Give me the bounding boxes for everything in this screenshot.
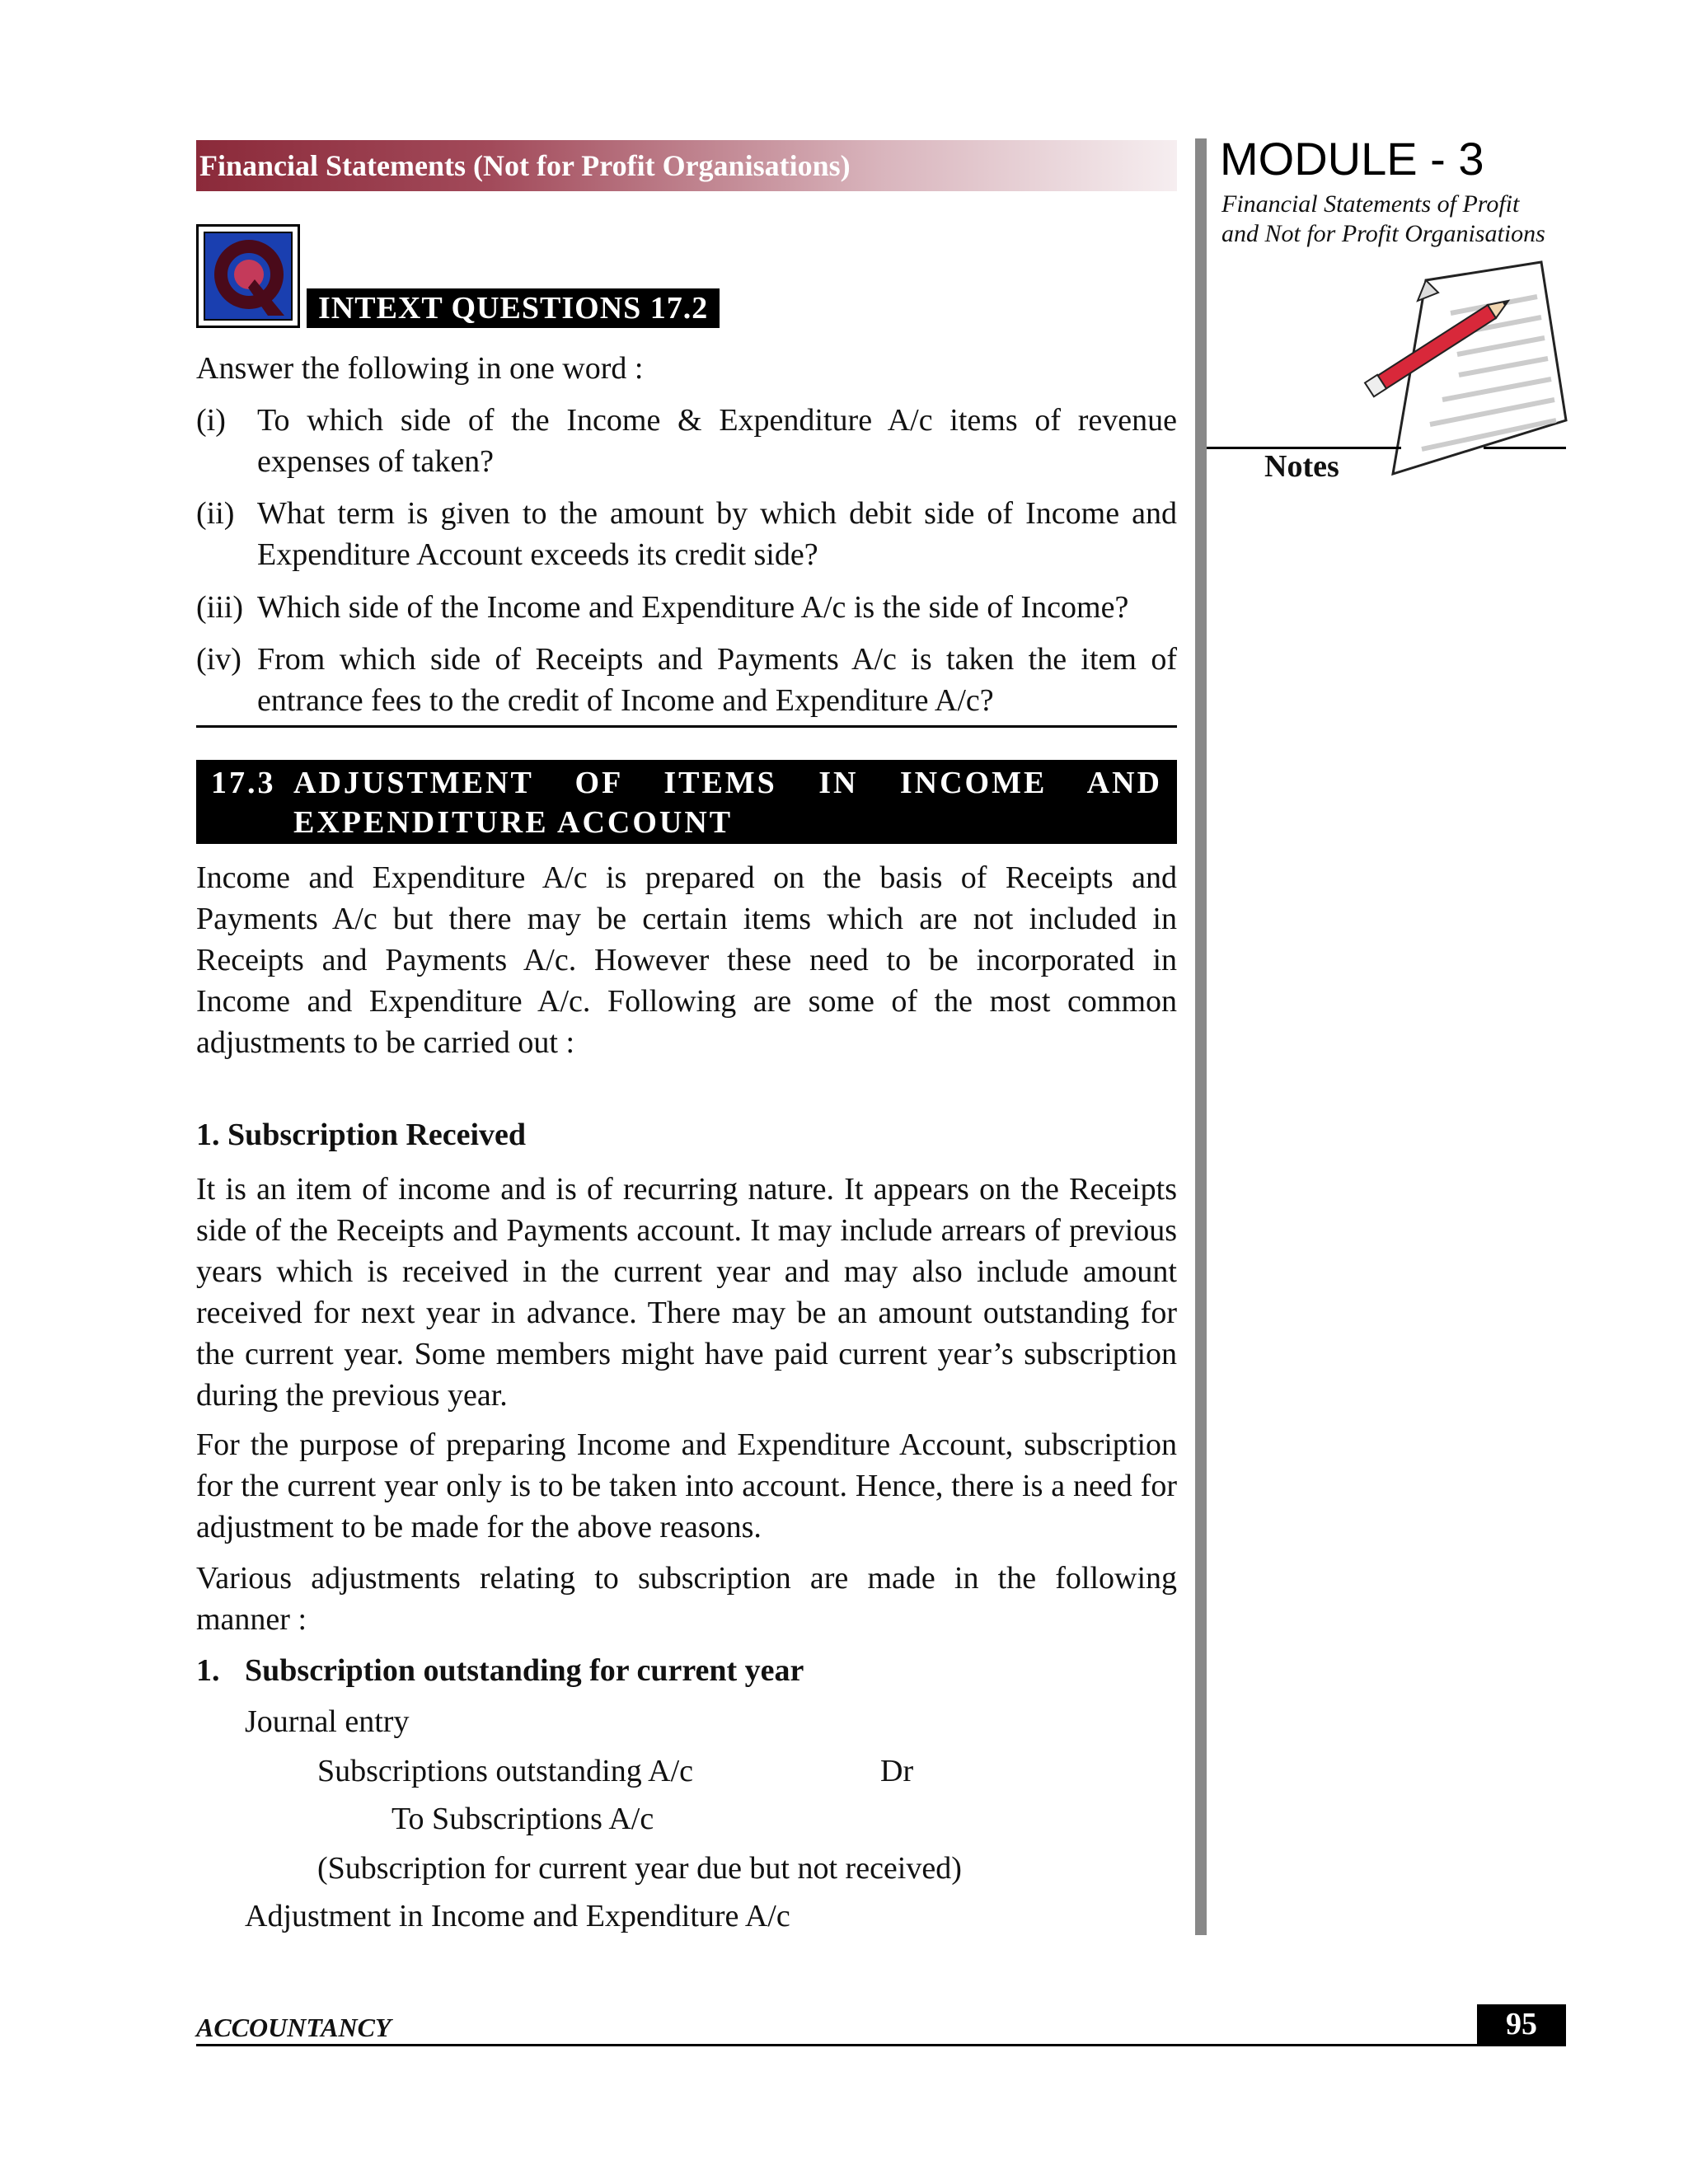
item-number: 1. [196,1653,220,1688]
question-item [196,400,1177,482]
footer-subject: ACCOUNTANCY [196,2013,392,2042]
journal-credit: To Subscriptions A/c [392,1802,654,1836]
question-number: (iv) [196,642,241,677]
journal-narration: (Subscription for current year due but not received) [317,1851,962,1886]
section-title-line2: EXPENDITURE ACCOUNT [293,805,734,840]
margin-bar [1195,138,1207,1935]
paragraph: Various adjustments relating to subscription are made in the following manner : [196,1561,1177,1637]
footer-rule [196,2044,1566,2046]
section-heading [196,760,1177,844]
module-subtitle [1221,190,1545,249]
journal-debit: Subscriptions outstanding A/c [317,1754,693,1788]
question-text: Which side of the Income and Expenditure A/c is the side of Income? [257,590,1129,625]
notes-label: Notes [1264,449,1339,484]
page-number: 95 [1477,2004,1566,2044]
question-number: (i) [196,403,226,438]
question-item [196,493,1177,575]
item-heading: Subscription outstanding for current year [245,1653,804,1688]
module-title: MODULE - 3 [1220,133,1484,185]
running-header: Financial Statements (Not for Profit Organisations) [196,140,1177,191]
paragraph: For the purpose of preparing Income and Expenditure Account, subscription for the current year only is to be taken into account. Hence, there is a need for adjustment to be made for the above reasons. [196,1427,1177,1544]
question-number: (ii) [196,496,235,531]
question-item [196,587,1177,628]
journal-dr: Dr [880,1754,914,1788]
journal-label: Journal entry [245,1704,410,1739]
question-item [196,639,1177,721]
question-icon [196,224,300,328]
section-intro: Income and Expenditure A/c is prepared on the basis of Receipts and Payments A/c but there may be certain items which are not included in Receipts and Payments A/c. However these need to be incorporated in Income and Expenditure A/c. Following are some of the most common adjustments to be carried out : [196,860,1177,1060]
paragraph: It is an item of income and is of recurring nature. It appears on the Receipts side of the Receipts and Payments account. It may include arrears of previous years which is received in the current year and may also include amount received for next year in advance. There may be an amount outstanding for the current year. Some members might have paid current year’s subscription during the previous year. [196,1172,1177,1413]
intext-questions-title: INTEXT QUESTIONS 17.2 [307,288,720,328]
intext-instruction: Answer the following in one word : [196,351,644,386]
question-text: What term is given to the amount by which debit side of Income and Expenditure Account exceeds its credit side? [257,496,1177,572]
question-number: (iii) [196,590,243,625]
module-subtitle-line2: and Not for Profit Organisations [1221,220,1545,247]
question-text: From which side of Receipts and Payments A/c is taken the item of entrance fees to the credit of Income and Expenditure A/c? [257,642,1177,718]
section-title-line1: ADJUSTMENT OF ITEMS IN INCOME AND [293,766,1162,800]
module-subtitle-line1: Financial Statements of Profit [1221,190,1520,218]
adjustment-label: Adjustment in Income and Expenditure A/c [245,1899,790,1933]
notes-rule-right [1484,447,1566,449]
divider [196,725,1177,728]
question-text: To which side of the Income & Expenditure A/c items of revenue expenses of taken? [257,403,1177,479]
section-number: 17.3 [211,766,276,800]
notes-pencil-icon [1360,255,1574,478]
subsection-heading: 1. Subscription Received [196,1118,527,1152]
